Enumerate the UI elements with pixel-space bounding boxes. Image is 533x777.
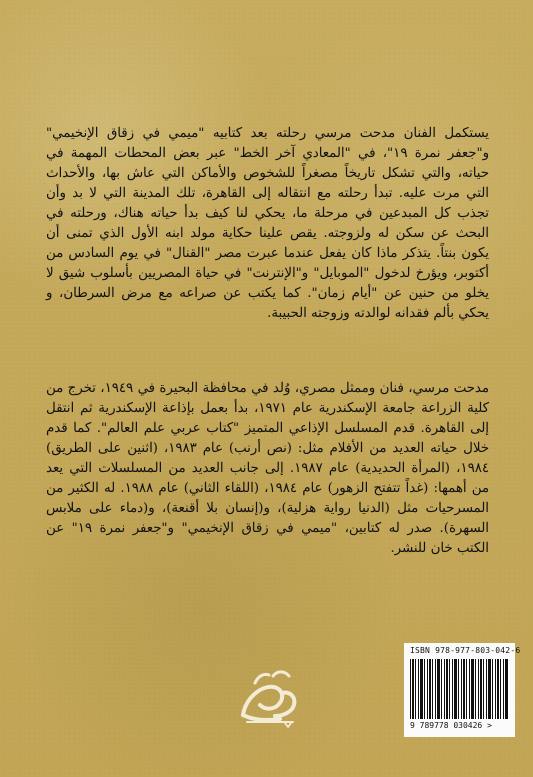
isbn-barcode-panel <box>404 643 521 737</box>
author-bio-paragraph: مدحت مرسي، فنان وممثل مصري، وُلد في محافظة البحيرة في ١٩٤٩، تخرج من كلية الزراعة جامعة الإسكندرية عام ١٩٧١، بدأ بعمل بإذاعة الإسكندرية ثم انتقل إلى القاهرة. قدم المسلسل الإذاعي المتميز "كتاب عربي علم العالم". كما قدم خلال حياته العديد من الأفلام مثل: (نص أرنب) عام ١٩٨٣، (اثنين على الطريق) ١٩٨٤، (المرأة الحديدية) عام ١٩٨٧. إلى جانب العديد من المسلسلات التي يعد من أهمها: (غداً تتفتح الزهور) عام ١٩٨٤، (اللقاء الثاني) عام ١٩٨٨. له الكثير من المسرحيات مثل (الدنيا رواية هزلية)، و(إنسان بلا أقنعة)، و(دماء على ملابس السهرة). صدر له كتابين، "ميمي في زقاق الإنخيمي" و"جعفر نمرة ١٩" عن الكتب خان للنشر. <box>46 381 490 556</box>
publisher-logo-icon <box>224 662 312 736</box>
isbn-bottom-text: 9 789778 030426 > <box>410 721 492 730</box>
barcode-icon <box>410 659 509 719</box>
isbn-top-text: ISBN 978-977-803-042-6 <box>410 646 521 655</box>
description-paragraph: يستكمل الفنان مدحت مرسي رحلته بعد كتابيه "ميمي في زقاق الإنخيمي" و"جعفر نمرة ١٩"، في "المعادي آخر الخط" عبر بعض المحطات المهمة في حياته، والتي تشكل تاريخاً مصغراً للشخوص والأماكن التي عاش بها، والأحداث التي مرت عليه. تبدأ رحلته مع انتقاله إلى القاهرة، تلك المدينة التي لا بد وأن تجذب كل المبدعين في مرحلة ما، يحكي لنا كيف بدأ حياته هناك، ورحلته في البحث عن سكن له ولزوجته. يقص علينا حكاية مولد ابنه الأول الذي تمنى أن يكون بنتاً. يتذكر ماذا كان يفعل عندما عبرت مصر "القنال" في يوم السادس من أكتوبر، ويؤرخ لدخول "الموبايل" و"الإنترنت" في حياة المصريين بأسلوب شيق لا يخلو من حنين عن "أيام زمان". كما يكتب عن صراعه مع مرض السرطان، و يحكي بألم فقدانه لوالدته وزوجته الحبيبة. <box>46 126 489 321</box>
